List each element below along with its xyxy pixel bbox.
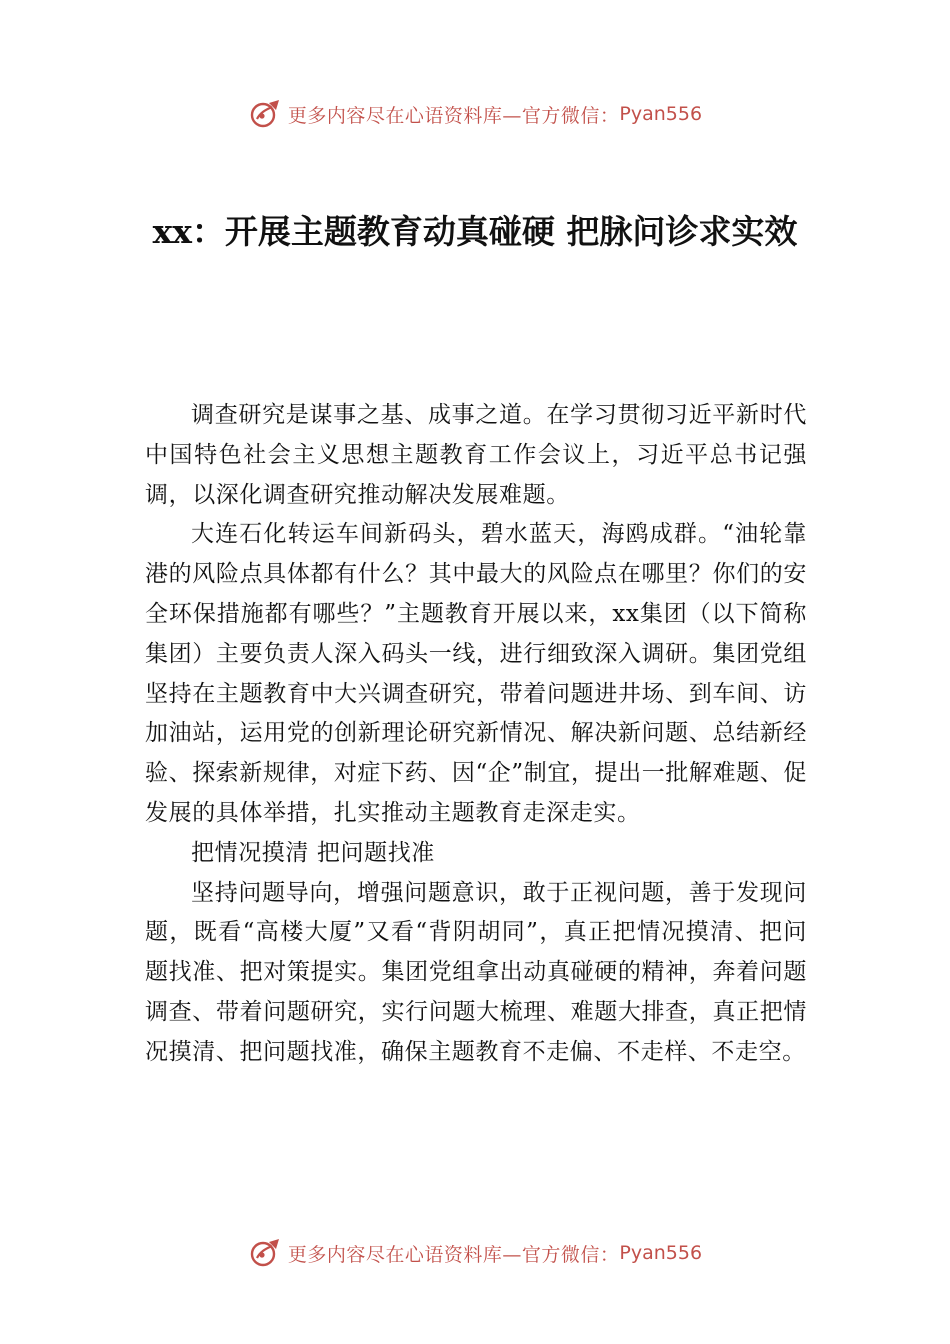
watermark-wechat-id: Pyan556 — [619, 103, 703, 125]
document-title: xx：开展主题教育动真碰硬 把脉问诊求实效 — [152, 212, 798, 251]
body-paragraph: 坚持问题导向，增强问题意识，敢于正视问题，善于发现问题，既看“高楼大厦”又看“背阴胡同”，真正把情况摸清、把问题找准、把对策提实。集团党组拿出动真碰硬的精神，奔着问题调查、带着问题研究，实行问题大梳理、难题大排查，真正把情况摸清、把问题找准，确保主题教育不走偏、不走样、不走空。 — [145, 879, 807, 1065]
watermark-text: 更多内容尽在心语资料库—官方微信： — [287, 104, 620, 127]
body-paragraph: 大连石化转运车间新码头，碧水蓝天，海鸥成群。“油轮靠港的风险点具体都有什么？其中最大的风险点在哪里？你们的安全环保措施都有哪些？”主题教育开展以来，xx集团（以下简称集团）主要负责人深入码头一线，进行细致深入调研。集团党组坚持在主题教育中大兴调查研究，带着问题进井场、到车间、访加油站，运用党的创新理论研究新情况、解决新问题、总结新经验、探索新规律，对症下药、因“企”制宜，提出一批解难题、促发展的具体举措，扎实推动主题教育走深走实。 — [145, 521, 807, 826]
document-body — [145, 396, 807, 1073]
footer-watermark — [0, 1233, 950, 1273]
pen-logo-icon — [248, 97, 282, 131]
body-paragraph: 调查研究是谋事之基、成事之道。在学习贯彻习近平新时代中国特色社会主义思想主题教育工作会议上，习近平总书记强调，以深化调查研究推动解决发展难题。 — [145, 402, 807, 508]
watermark-wechat-id: Pyan556 — [619, 1242, 703, 1264]
header-watermark — [0, 94, 950, 134]
watermark-text: 更多内容尽在心语资料库—官方微信： — [287, 1243, 620, 1266]
section-heading: 把情况摸清 把问题找准 — [191, 839, 435, 866]
pen-logo-icon — [248, 1236, 282, 1270]
